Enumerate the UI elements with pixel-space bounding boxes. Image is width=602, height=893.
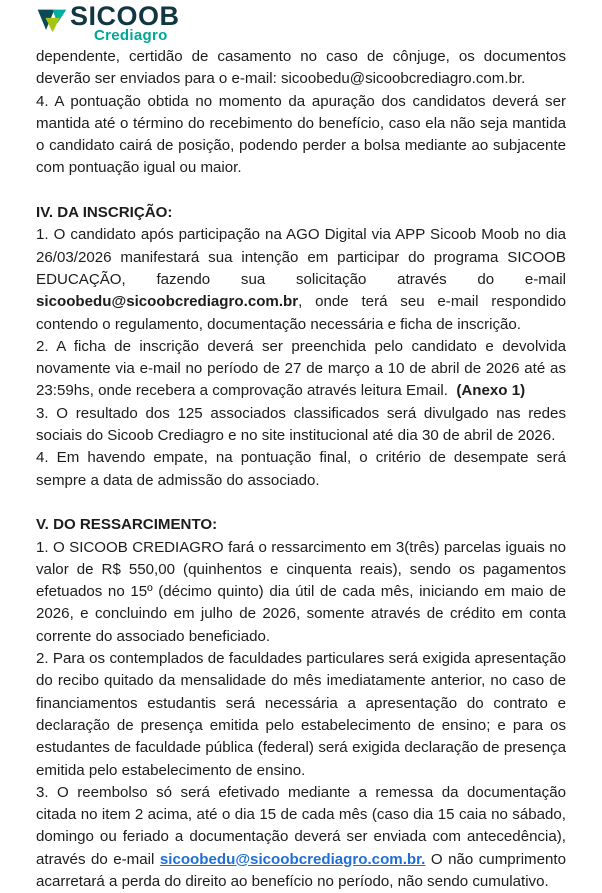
text-run: sicoobedu@sicoobcrediagro.com.br	[36, 293, 299, 311]
document-body	[0, 44, 602, 893]
sicoob-logo	[0, 0, 602, 44]
text-run: , onde terá seu e-mail respondido contendo o regulamento, documentação necessária e ficha de inscrição.	[36, 293, 566, 333]
paragraph	[36, 46, 566, 91]
text-run: O não cumprimento acarretará a perda do direito ao benefício no período, não sendo cumulativo.	[36, 850, 566, 890]
text-run: 1. O candidato após participação na AGO Digital via APP Sicoob Moob no dia 26/03/2026 manifestará sua intenção em participar do programa SICOOB EDUCAÇÃO, fazendo sua solicitação através do e-mail	[36, 226, 566, 288]
paragraph	[36, 403, 566, 448]
paragraph-spacer	[36, 492, 566, 514]
paragraph-spacer	[36, 180, 566, 202]
section-heading: IV. DA INSCRIÇÃO:	[36, 204, 173, 222]
text-run: 3. O reembolso só será efetivado mediante a remessa da documentação citada no item 2 acima, até o dia 15 de cada mês (caso dia 15 caia no sábado, domingo ou feriado a documentação deverá ser enviada com antecedência), através do e-mail	[36, 783, 566, 868]
paragraph	[36, 782, 566, 893]
sicoob-chevron-icon	[37, 6, 67, 37]
brand-subtitle: Crediagro	[94, 27, 168, 44]
email-link[interactable]: sicoobedu@sicoobcrediagro.com.br.	[159, 850, 426, 868]
brand-text-block	[70, 3, 180, 43]
text-run: dependente, certidão de casamento no caso de cônjuge, os documentos deverão ser enviados para o e-mail: sicoobedu@sicoobcrediagro.com.br.	[36, 48, 566, 88]
text-run: 4. Em havendo empate, na pontuação final, o critério de desempate será sempre a data de admissão do associado.	[36, 449, 566, 489]
brand-wordmark: SICOOB	[70, 1, 180, 31]
text-run: 4. A pontuação obtida no momento da apuração dos candidatos deverá ser mantida até o término do recebimento do benefício, caso ela não seja mantida o candidato cairá de posição, podendo perder a bolsa mediante ao subjacente com pontuação igual ou maior.	[36, 92, 566, 177]
paragraph	[36, 224, 566, 335]
text-run: 2. A ficha de inscrição deverá ser preenchida pelo candidato e devolvida novamente via e-mail no período de 27 de março a 10 de abril de 2026 até as 23:59hs, onde recebera a comprovação através leitura Email.	[36, 337, 566, 400]
paragraph	[36, 336, 566, 403]
paragraph	[36, 91, 566, 180]
text-run: (Anexo 1)	[452, 382, 526, 400]
paragraph	[36, 648, 566, 782]
paragraph	[36, 537, 566, 648]
text-run: 1. O SICOOB CREDIAGRO fará o ressarcimento em 3(três) parcelas iguais no valor de R$ 550,00 (quinhentos e cinquenta reais), sendo os pagamentos efetuados no 15º (décimo quinto) dia útil de cada mês, iniciando em maio de 2026, e concluindo em julho de 2026, somente através de crédito em conta corrente do associado beneficiado.	[36, 538, 566, 645]
section-heading: V. DO RESSARCIMENTO:	[36, 516, 218, 534]
text-run: 3. O resultado dos 125 associados classificados será divulgado nas redes sociais do Sicoob Crediagro e no site institucional até dia 30 de abril de 2026.	[36, 404, 566, 445]
paragraph	[36, 447, 566, 492]
text-run: 2. Para os contemplados de faculdades particulares será exigida apresentação do recibo quitado da mensalidade do mês imediatamente anterior, no caso de financiamentos estudantis será necessária a apresentação do contrato e declaração de presença emitida pelo estabelecimento de ensino; e para os estudantes de faculdade pública (federal) será exigida declaração de presença emitida pelo estabelecimento de ensino.	[36, 650, 566, 779]
